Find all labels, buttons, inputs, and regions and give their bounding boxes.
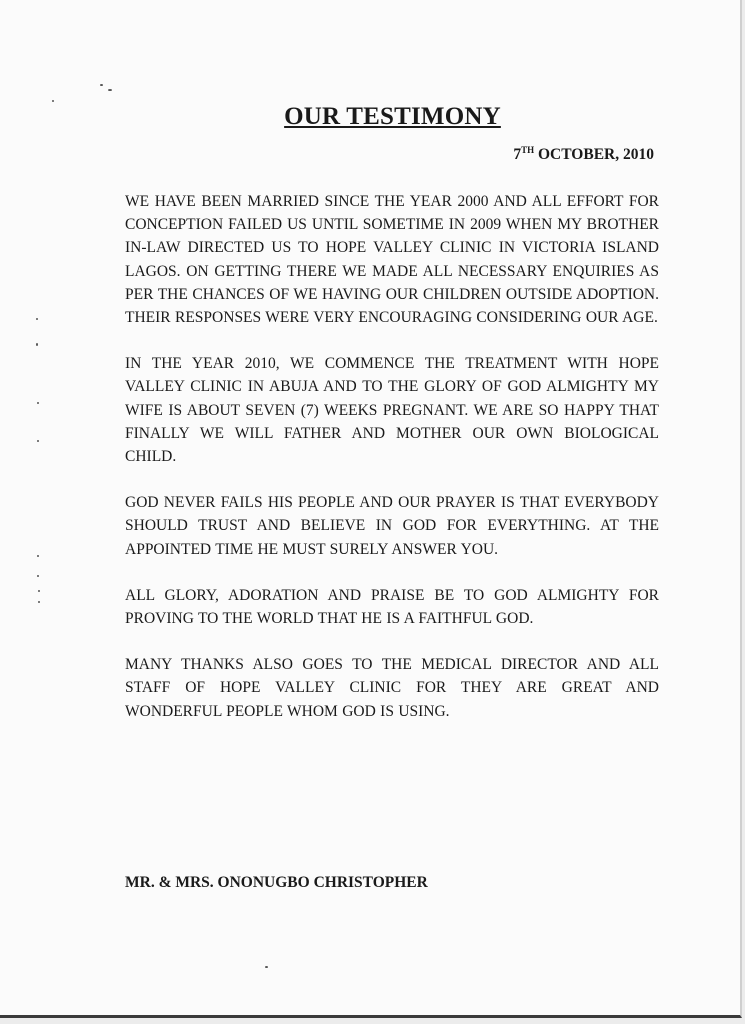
- scan-speck: [37, 440, 39, 442]
- scan-speck: [52, 100, 54, 102]
- paragraph: WE HAVE BEEN MARRIED SINCE THE YEAR 2000 AND ALL EFFORT FOR CONCEPTION FAILED US UNTIL SOMETIME IN 2009 WHEN MY BROTHER IN-LAW DIRECTED US TO HOPE VALLEY CLINIC IN VICTORIA ISLAND LAGOS. ON GETTING THERE WE MADE ALL NECESSARY ENQUIRIES AS PER THE CHANCES OF WE HAVING OUR CHILDREN OUTSIDE ADOPTION. THEIR RESPONSES WERE VERY ENCOURAGING CONSIDERING OUR AGE.: [125, 193, 659, 327]
- scan-speck: [265, 966, 268, 968]
- scan-speck: [36, 343, 38, 346]
- paragraph: IN THE YEAR 2010, WE COMMENCE THE TREATMENT WITH HOPE VALLEY CLINIC IN ABUJA AND TO THE GLORY OF GOD ALMIGHTY MY WIFE IS ABOUT SEVEN (7) WEEKS PREGNANT. WE ARE SO HAPPY THAT FINALLY WE WILL FATHER AND MOTHER OUR OWN BIOLOGICAL CHILD.: [125, 355, 659, 466]
- date-day: 7: [513, 146, 522, 163]
- scan-speck: [100, 84, 103, 86]
- paragraph: GOD NEVER FAILS HIS PEOPLE AND OUR PRAYER IS THAT EVERYBODY SHOULD TRUST AND BELIEVE IN GOD FOR EVERYTHING. AT THE APPOINTED TIME HE MUST SURELY ANSWER YOU.: [125, 494, 659, 558]
- letter-date: [513, 146, 654, 164]
- date-month-year: OCTOBER, 2010: [538, 146, 654, 163]
- scan-speck: [37, 555, 39, 557]
- paragraph: MANY THANKS ALSO GOES TO THE MEDICAL DIRECTOR AND ALL STAFF OF HOPE VALLEY CLINIC FOR THEY ARE GREAT AND WONDERFUL PEOPLE WHOM GOD IS USING.: [125, 656, 659, 720]
- page-title: OUR TESTIMONY: [284, 102, 501, 130]
- signature-line: MR. & MRS. ONONUGBO CHRISTOPHER: [125, 874, 428, 891]
- scan-speck: [108, 89, 112, 91]
- scan-speck: [38, 590, 40, 592]
- scan-speck: [37, 575, 39, 577]
- testimony-body: [125, 190, 659, 746]
- scan-speck: [37, 402, 39, 404]
- scan-speck: [38, 601, 40, 603]
- paragraph: ALL GLORY, ADORATION AND PRAISE BE TO GOD ALMIGHTY FOR PROVING TO THE WORLD THAT HE IS A FAITHFUL GOD.: [125, 586, 659, 628]
- scan-speck: [36, 318, 38, 320]
- date-suffix: TH: [521, 144, 535, 155]
